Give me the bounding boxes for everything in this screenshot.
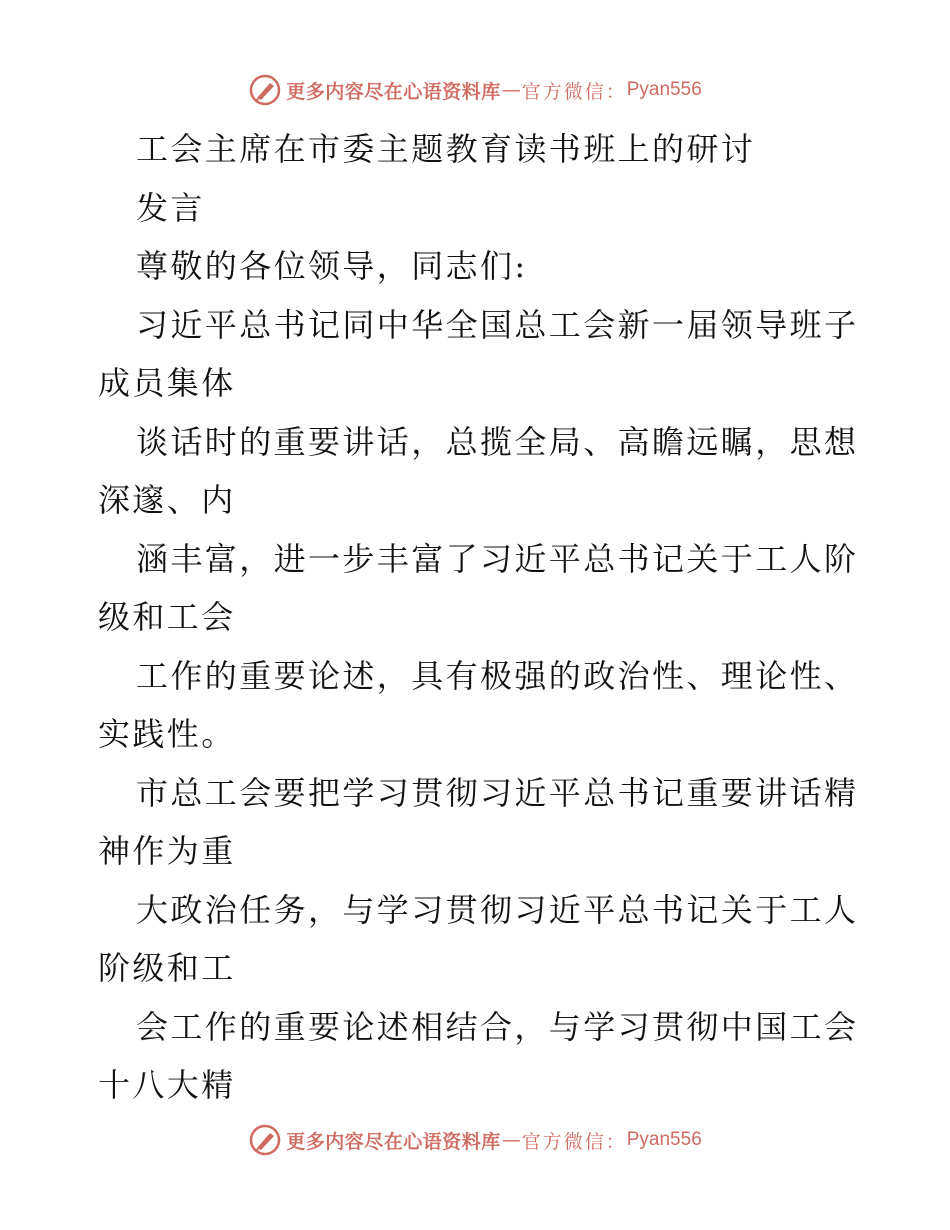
text-line: 神作为重 bbox=[98, 832, 236, 870]
text-line: 谈话时的重要讲话，总揽全局、高瞻远瞩，思想 bbox=[136, 422, 859, 461]
text-line: 工会主席在市委主题教育读书班上的研讨 bbox=[136, 130, 756, 168]
watermark-id: Pyan556 bbox=[626, 1129, 702, 1150]
text-line: 发言 bbox=[136, 188, 205, 227]
watermark-dash: — bbox=[501, 79, 521, 101]
pen-logo-icon bbox=[248, 1123, 282, 1157]
text-line: 会工作的重要论述相结合，与学习贯彻中国工会 bbox=[136, 1007, 859, 1046]
watermark-dash: — bbox=[501, 1129, 521, 1151]
text-line: 工作的重要论述，具有极强的政治性、理论性、 bbox=[136, 656, 859, 695]
watermark-sub-text: 官方微信： bbox=[521, 80, 627, 103]
watermark-main-text: 更多内容尽在心语资料库 bbox=[286, 80, 501, 103]
text-line: 市总工会要把学习贯彻习近平总书记重要讲话精 bbox=[136, 773, 859, 812]
text-line: 成员集体 bbox=[98, 364, 236, 402]
footer-watermark bbox=[0, 1120, 950, 1160]
text-line: 深邃、内 bbox=[98, 481, 236, 519]
text-line: 涵丰富，进一步丰富了习近平总书记关于工人阶 bbox=[136, 539, 859, 578]
watermark-id: Pyan556 bbox=[626, 79, 702, 100]
text-line: 大政治任务，与学习贯彻习近平总书记关于工人 bbox=[136, 890, 859, 929]
text-line: 尊敬的各位领导，同志们: bbox=[136, 247, 528, 285]
text-line: 十八大精 bbox=[98, 1066, 236, 1104]
text-line: 实践性。 bbox=[98, 715, 236, 753]
watermark-sub-text: 官方微信： bbox=[521, 1130, 627, 1153]
text-line: 级和工会 bbox=[98, 598, 236, 636]
pen-logo-icon bbox=[248, 73, 282, 107]
document-body bbox=[98, 120, 858, 1115]
header-watermark bbox=[0, 70, 950, 110]
text-line: 习近平总书记同中华全国总工会新一届领导班子 bbox=[136, 305, 859, 344]
watermark-main-text: 更多内容尽在心语资料库 bbox=[286, 1130, 501, 1153]
text-line: 阶级和工 bbox=[98, 949, 236, 987]
